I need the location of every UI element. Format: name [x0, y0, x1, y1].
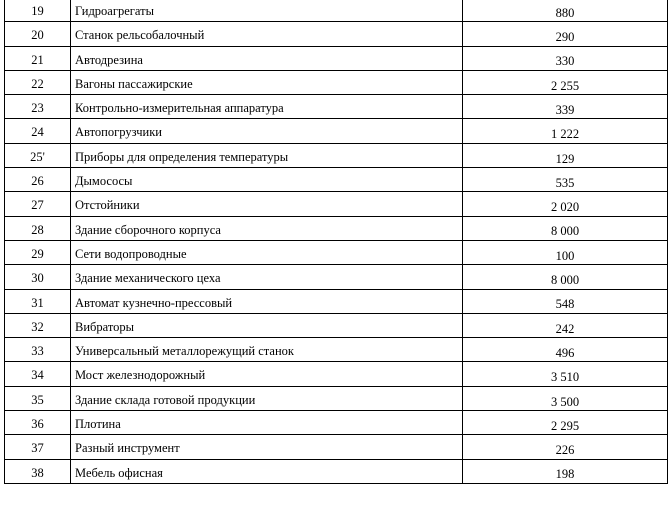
table-row	[5, 168, 668, 192]
table-row	[5, 192, 668, 216]
table-row	[5, 0, 668, 22]
asset-name-cell: Здание склада готовой продукции	[71, 386, 463, 410]
asset-value-cell: 8 000	[463, 216, 668, 240]
table-row	[5, 459, 668, 483]
table-row	[5, 216, 668, 240]
asset-name-cell: Мост железнодорожный	[71, 362, 463, 386]
table-row	[5, 289, 668, 313]
row-number-cell: 27	[5, 192, 71, 216]
asset-value-cell: 100	[463, 240, 668, 264]
assets-table-body	[5, 0, 668, 483]
asset-value-cell: 330	[463, 46, 668, 70]
table-row	[5, 386, 668, 410]
asset-name-cell: Здание сборочного корпуса	[71, 216, 463, 240]
table-row	[5, 143, 668, 167]
table-row	[5, 411, 668, 435]
table-row	[5, 95, 668, 119]
row-number-cell: 25'	[5, 143, 71, 167]
asset-value-cell: 3 510	[463, 362, 668, 386]
asset-value-cell: 2 295	[463, 411, 668, 435]
asset-value-cell: 535	[463, 168, 668, 192]
asset-name-cell: Станок рельсобалочный	[71, 22, 463, 46]
row-number-cell: 20	[5, 22, 71, 46]
row-number-cell: 32	[5, 313, 71, 337]
row-number-cell: 34	[5, 362, 71, 386]
asset-name-cell: Приборы для определения температуры	[71, 143, 463, 167]
assets-table	[4, 0, 668, 484]
asset-value-cell: 2 255	[463, 70, 668, 94]
asset-value-cell: 1 222	[463, 119, 668, 143]
asset-name-cell: Контрольно-измерительная аппаратура	[71, 95, 463, 119]
table-row	[5, 240, 668, 264]
asset-name-cell: Дымососы	[71, 168, 463, 192]
row-number-cell: 37	[5, 435, 71, 459]
table-row	[5, 435, 668, 459]
asset-name-cell: Универсальный металлорежущий станок	[71, 338, 463, 362]
table-row	[5, 313, 668, 337]
row-number-cell: 38	[5, 459, 71, 483]
asset-name-cell: Автомат кузнечно-прессовый	[71, 289, 463, 313]
row-number-cell: 31	[5, 289, 71, 313]
asset-value-cell: 339	[463, 95, 668, 119]
row-number-cell: 28	[5, 216, 71, 240]
asset-value-cell: 129	[463, 143, 668, 167]
asset-name-cell: Сети водопроводные	[71, 240, 463, 264]
asset-name-cell: Мебель офисная	[71, 459, 463, 483]
asset-name-cell: Здание механического цеха	[71, 265, 463, 289]
asset-value-cell: 242	[463, 313, 668, 337]
asset-value-cell: 3 500	[463, 386, 668, 410]
table-row	[5, 265, 668, 289]
row-number-cell: 23	[5, 95, 71, 119]
asset-name-cell: Разный инструмент	[71, 435, 463, 459]
row-number-cell: 21	[5, 46, 71, 70]
asset-name-cell: Вагоны пассажирские	[71, 70, 463, 94]
asset-value-cell: 290	[463, 22, 668, 46]
asset-value-cell: 2 020	[463, 192, 668, 216]
asset-name-cell: Гидроагрегаты	[71, 0, 463, 22]
table-row	[5, 22, 668, 46]
row-number-cell: 24	[5, 119, 71, 143]
asset-value-cell: 496	[463, 338, 668, 362]
asset-name-cell: Отстойники	[71, 192, 463, 216]
row-number-cell: 35	[5, 386, 71, 410]
row-number-cell: 30	[5, 265, 71, 289]
asset-value-cell: 548	[463, 289, 668, 313]
asset-name-cell: Автодрезина	[71, 46, 463, 70]
table-row	[5, 46, 668, 70]
asset-name-cell: Вибраторы	[71, 313, 463, 337]
asset-value-cell: 8 000	[463, 265, 668, 289]
table-row	[5, 362, 668, 386]
row-number-cell: 26	[5, 168, 71, 192]
table-row	[5, 70, 668, 94]
asset-name-cell: Плотина	[71, 411, 463, 435]
table-row	[5, 119, 668, 143]
row-number-cell: 19	[5, 0, 71, 22]
asset-value-cell: 880	[463, 0, 668, 22]
row-number-cell: 33	[5, 338, 71, 362]
asset-value-cell: 198	[463, 459, 668, 483]
row-number-cell: 29	[5, 240, 71, 264]
row-number-cell: 36	[5, 411, 71, 435]
table-row	[5, 338, 668, 362]
asset-value-cell: 226	[463, 435, 668, 459]
asset-name-cell: Автопогрузчики	[71, 119, 463, 143]
row-number-cell: 22	[5, 70, 71, 94]
